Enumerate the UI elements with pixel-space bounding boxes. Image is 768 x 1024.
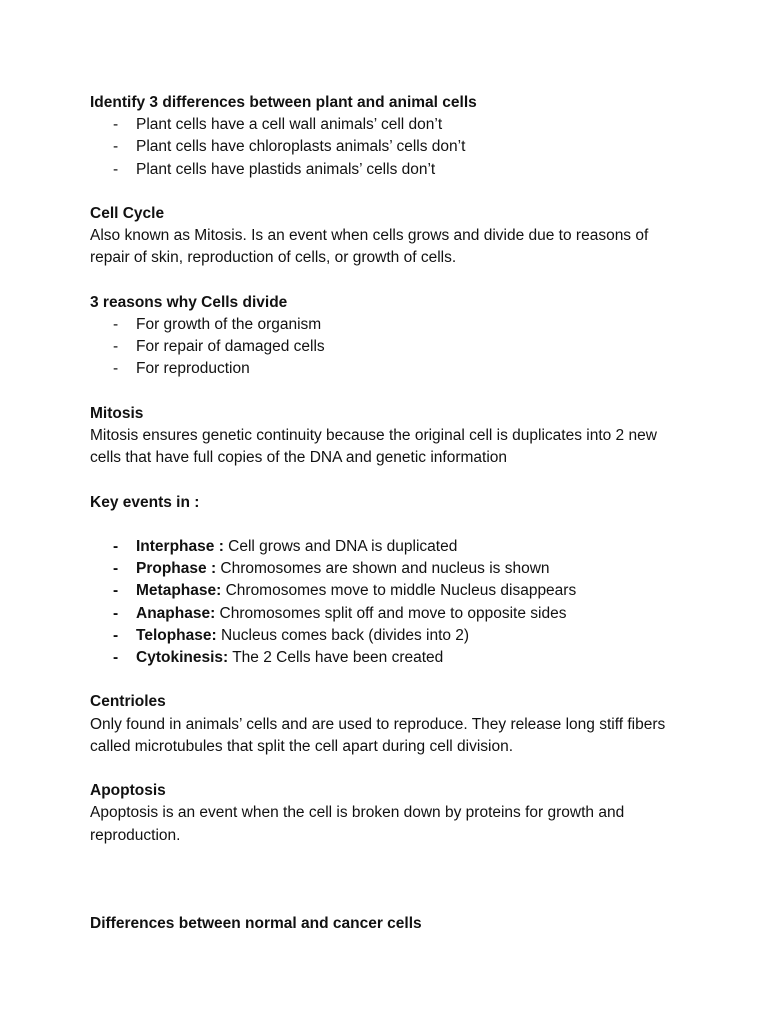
list-item [90,625,690,647]
dash-bullet: - [113,537,119,555]
list-item [90,159,690,181]
list-item-text: For growth of the organism [136,316,322,333]
key-events-list [90,536,690,669]
dash-bullet: - [113,138,119,156]
dash-bullet: - [113,338,119,356]
list-item [90,114,690,136]
phase-term: Metaphase: [136,582,222,600]
dash-bullet: - [113,160,119,178]
heading-cell-cycle: Cell Cycle [90,205,165,222]
dash-bullet: - [113,626,119,644]
heading-mitosis: Mitosis [90,404,144,422]
list-item [90,358,690,380]
list-item-text: Plant cells have plastids animals’ cells don’t [136,160,436,178]
dash-bullet: - [113,316,119,333]
phase-description: Cell grows and DNA is duplicated [223,537,458,555]
list-item-text: For repair of damaged cells [136,338,325,356]
paragraph-mitosis: Mitosis ensures genetic continuity because the original cell is duplicates into 2 new cells that have full copies of the DNA and genetic information [90,427,657,467]
paragraph-apoptosis: Apoptosis is an event when the cell is broken down by proteins for growth and reproduction. [90,804,625,844]
dash-bullet: - [113,582,119,600]
spacer [90,847,690,913]
list-item [90,647,690,669]
list-item-text: Plant cells have chloroplasts animals’ cells don’t [136,138,466,156]
spacer [90,758,690,780]
list-item-text: For reproduction [136,360,250,378]
list-item [90,136,690,158]
phase-term: Cytokinesis: [136,649,229,666]
dash-bullet: - [113,604,119,622]
list-item [90,580,690,602]
dash-bullet: - [113,560,119,578]
heading-key-events: Key events in : [90,493,200,511]
spacer [90,381,690,403]
list-item [90,336,690,358]
spacer [90,514,690,536]
list-item [90,536,690,558]
spacer [90,669,690,691]
heading-cancer-cells: Differences between normal and cancer cells [90,914,422,932]
heading-differences: Identify 3 differences between plant and animal cells [90,94,477,111]
phase-description: Chromosomes are shown and nucleus is shown [216,560,550,578]
differences-list [90,114,690,181]
spacer [90,270,690,292]
phase-description: Nucleus comes back (divides into 2) [216,626,470,644]
heading-centrioles: Centrioles [90,693,166,711]
phase-description: Chromosomes split off and move to opposite sides [215,604,567,622]
phase-description: Chromosomes move to middle Nucleus disappears [221,582,577,600]
spacer [90,181,690,203]
phase-term: Interphase : [136,537,224,555]
reasons-list [90,314,690,381]
list-item-text: Plant cells have a cell wall animals’ cell don’t [136,116,443,134]
dash-bullet: - [113,649,119,666]
phase-description: The 2 Cells have been created [228,649,444,666]
dash-bullet: - [113,116,119,134]
list-item [90,603,690,625]
phase-term: Prophase : [136,560,217,578]
heading-reasons: 3 reasons why Cells divide [90,293,288,311]
paragraph-cell-cycle: Also known as Mitosis. Is an event when cells grows and divide due to reasons of repair of skin, reproduction of cells, or growth of cells. [90,227,649,267]
document-page [90,92,690,935]
paragraph-centrioles: Only found in animals’ cells and are used to reproduce. They release long stiff fibers called microtubules that split the cell apart during cell division. [90,715,666,755]
spacer [90,469,690,491]
list-item [90,314,690,336]
dash-bullet: - [113,360,119,378]
phase-term: Anaphase: [136,604,216,622]
list-item [90,558,690,580]
heading-apoptosis: Apoptosis [90,782,166,800]
phase-term: Telophase: [136,626,217,644]
